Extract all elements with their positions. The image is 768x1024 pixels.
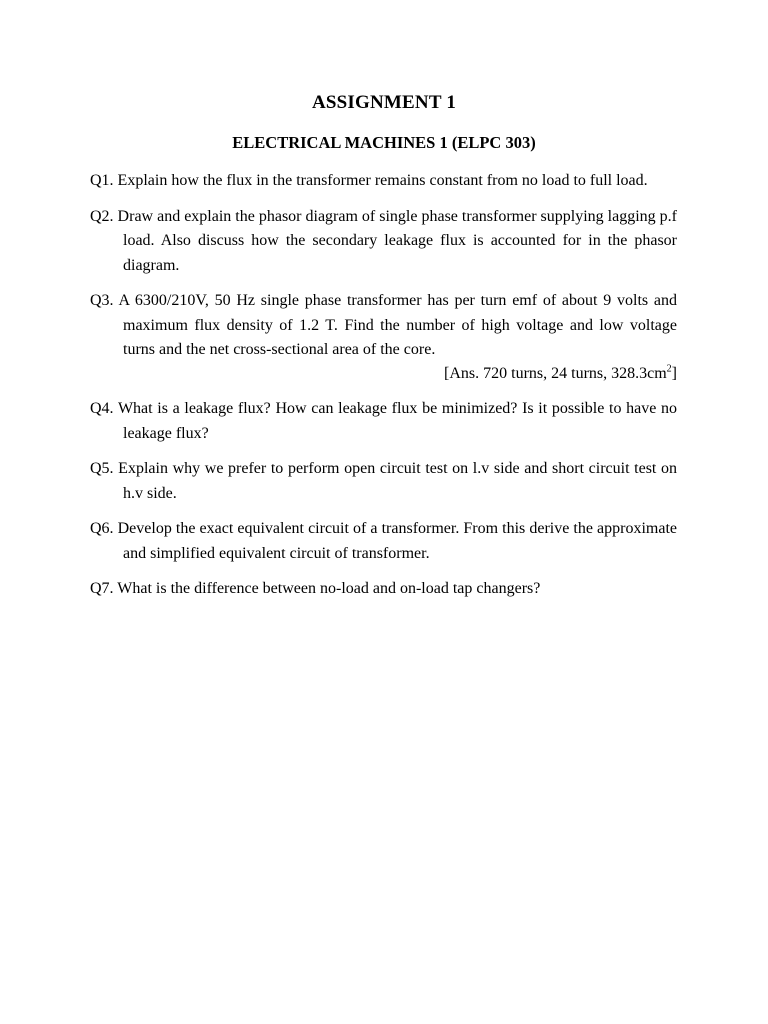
question-q3-answer: [123, 362, 677, 387]
question-q3: [90, 289, 677, 386]
question-q1: Q1. Explain how the flux in the transformer remains constant from no load to full load.: [90, 172, 648, 189]
document-title: ASSIGNMENT 1: [311, 92, 457, 113]
answer-close-bracket: ]: [671, 364, 677, 382]
question-q2: Q2. Draw and explain the phasor diagram of single phase transformer supplying lagging p.f load. Also discuss how the secondary leakage flux is accounted for in the phasor diagram.: [90, 207, 677, 274]
question-q5: Q5. Explain why we prefer to perform open circuit test on l.v side and short circuit test on h.v side.: [90, 460, 677, 502]
question-q3-text: Q3. A 6300/210V, 50 Hz single phase transformer has per turn emf of about 9 volts and maximum flux density of 1.2 T. Find the number of high voltage and low voltage turns and the net cross-sectional area of the core.: [90, 292, 677, 358]
question-q7: Q7. What is the difference between no-load and on-load tap changers?: [90, 580, 541, 597]
question-q6: Q6. Develop the exact equivalent circuit of a transformer. From this derive the approximate and simplified equivalent circuit of transformer.: [90, 520, 677, 562]
document-subtitle: ELECTRICAL MACHINES 1 (ELPC 303): [232, 133, 536, 152]
answer-text: [Ans. 720 turns, 24 turns, 328.3cm: [444, 364, 667, 382]
question-list: [90, 169, 677, 613]
question-q4: Q4. What is a leakage flux? How can leakage flux be minimized? Is it possible to have no leakage flux?: [90, 400, 677, 442]
answer-superscript: 2: [666, 363, 672, 375]
